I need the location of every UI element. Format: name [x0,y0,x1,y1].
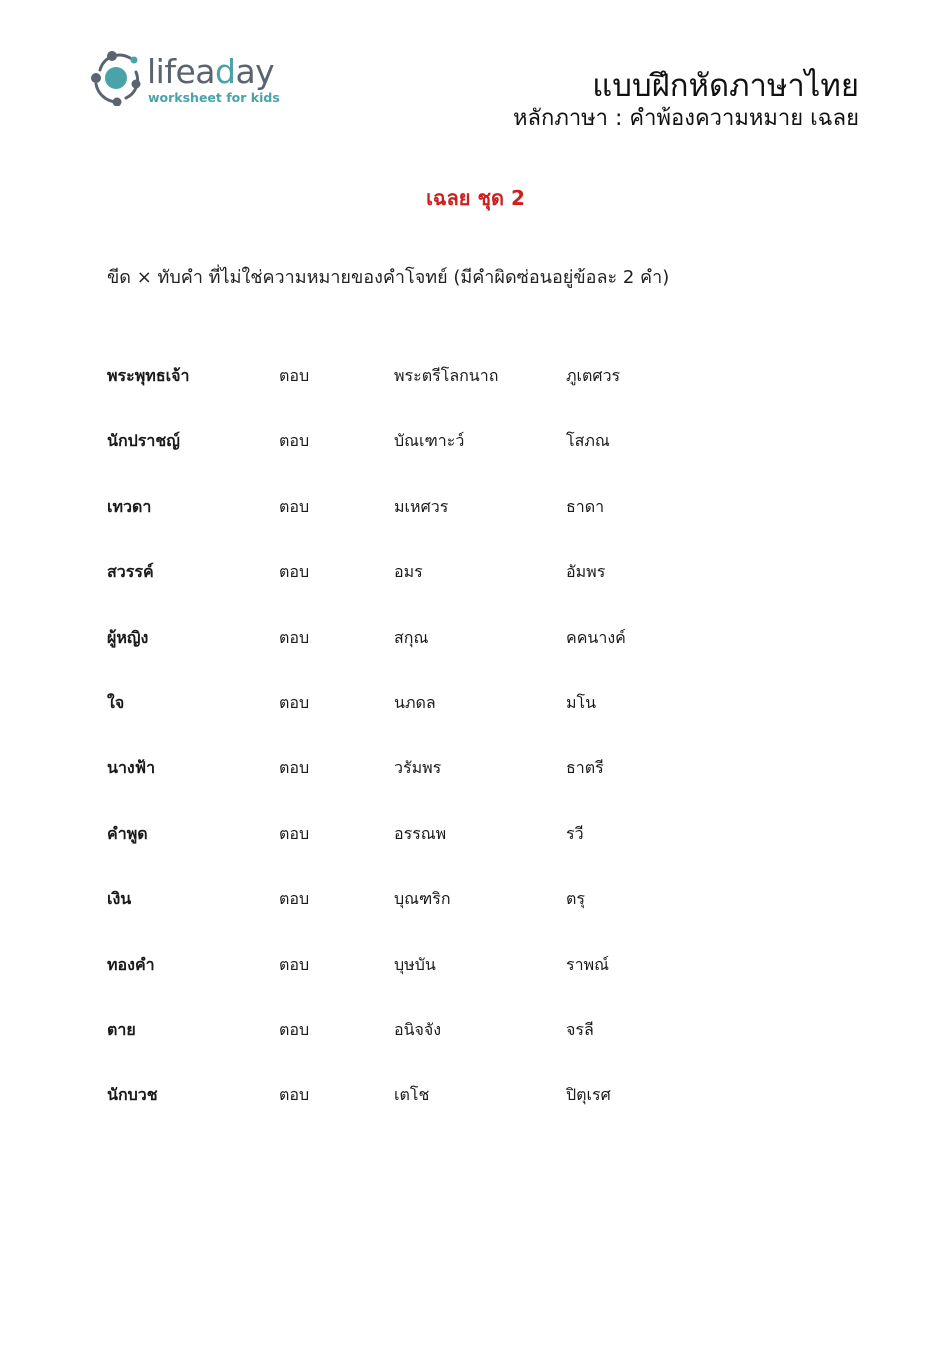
exercise-row [107,752,807,817]
question-word: นางฟ้า [107,758,156,778]
option-2: โสภณ [566,431,610,451]
option-1: บุษบัน [394,954,436,974]
exercise-row [107,883,807,948]
option-2: ภูเตศวร [566,366,621,385]
option-1: อรรณพ [394,823,447,843]
answer-set-title: เฉลย ชุด 2 [426,186,525,210]
question-word: นักปราชญ์ [107,431,180,451]
option-2: ธาดา [566,496,605,516]
question-word: เทวดา [107,496,152,516]
question-word: คำพูด [107,823,148,843]
question-word: นักบวช [107,1085,158,1105]
option-2: คคนางค์ [566,627,626,647]
question-word: เงิน [107,889,132,909]
answer-label: ตอบ [279,954,310,974]
option-2: ปิตุเรศ [566,1085,611,1105]
question-word: ใจ [107,692,125,712]
logo-tagline: worksheet for kids [148,90,280,105]
exercise-row [107,491,807,556]
exercise-row [107,949,807,1014]
answer-label: ตอบ [279,1019,310,1039]
option-1: อมร [394,562,423,582]
option-1: เตโช [394,1085,430,1105]
question-word: พระพุทธเจ้า [107,366,190,385]
answer-label: ตอบ [279,496,310,516]
answer-label: ตอบ [279,758,310,778]
lifeaday-logo [90,50,290,110]
option-2: ธาตรี [566,758,604,778]
exercise-row [107,687,807,752]
page-subtitle: หลักภาษา : คำพ้องความหมาย เฉลย [513,106,859,131]
question-word: สวรรค์ [107,562,154,582]
exercise-row [107,425,807,490]
option-1: นภดล [394,692,436,712]
option-2: ราพณ์ [566,954,609,974]
question-word: ทองคำ [107,954,155,974]
exercise-row [107,1014,807,1079]
exercise-row [107,556,807,621]
option-1: บัณเฑาะว์ [394,431,465,451]
option-1: มเหศวร [394,496,449,516]
option-1: พระตรีโลกนาถ [394,366,499,385]
option-1: บุณฑริก [394,889,451,909]
answer-label: ตอบ [279,1085,310,1105]
option-2: อัมพร [566,562,606,582]
exercise-row [107,622,807,687]
exercise-row [107,818,807,883]
answer-label: ตอบ [279,627,310,647]
answer-label: ตอบ [279,562,310,582]
option-1: วรัมพร [394,758,442,778]
page-title: แบบฝึกหัดภาษาไทย [592,68,859,104]
option-2: จรลี [566,1019,594,1039]
option-2: ตรุ [566,889,585,909]
exercise-list [107,360,807,1145]
option-2: รวี [566,823,584,843]
exercise-row [107,1079,807,1144]
answer-label: ตอบ [279,366,310,385]
answer-label: ตอบ [279,889,310,909]
option-2: มโน [566,692,597,712]
option-1: อนิจจัง [394,1019,442,1039]
exercise-row [107,360,807,425]
logo-wordmark: lifeaday [147,52,275,91]
option-1: สกุณ [394,627,429,647]
instruction-text: ขีด × ทับคำ ที่ไม่ใช่ความหมายของคำโจทย์ (มีคำผิดซ่อนอยู่ข้อละ 2 คำ) [107,267,670,288]
question-word: ผู้หญิง [107,627,149,647]
molecule-logo-icon [90,50,146,106]
answer-label: ตอบ [279,692,310,712]
question-word: ตาย [107,1019,136,1039]
answer-label: ตอบ [279,823,310,843]
answer-label: ตอบ [279,431,310,451]
